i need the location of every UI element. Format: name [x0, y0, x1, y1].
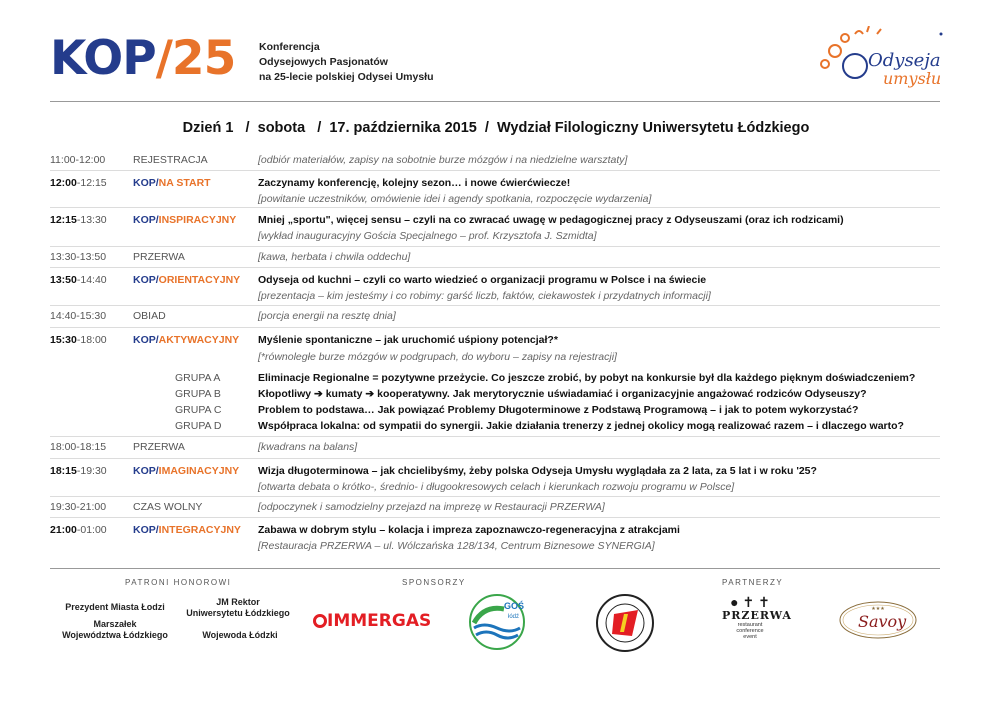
session-note: [wykład inauguracyjny Gościa Specjalnego – prof. Krzysztofa J. Szmidta] [258, 230, 597, 242]
session-label: OBIAD [133, 310, 166, 322]
session-note: [kwadrans na balans] [258, 441, 358, 453]
schedule-row [50, 459, 940, 497]
svg-text:umysłu: umysłu [883, 69, 942, 88]
schedule-row [50, 247, 940, 268]
odyseja-umyslu-logo [815, 26, 950, 96]
session-title: Wizja długoterminowa – jak chcielibyśmy, żeby polska Odyseja Umysłu wyglądała za 2 lata, za 5 lat i w roku '25? [258, 465, 817, 477]
schedule-row [50, 208, 940, 247]
session-note: [powitanie uczestników, omówienie idei i agendy spotkania, rozpoczęcie wydarzenia] [258, 193, 652, 205]
session-note: [prezentacja – kim jesteśmy i co robimy: garść liczb, faktów, ciekawostek i przydatnych informacji] [258, 290, 711, 302]
patron-rector: JM Rektor Uniwersytetu Łódzkiego [186, 597, 290, 618]
time: 18:00-18:15 [50, 441, 107, 453]
conference-name: Konferencja Odysejowych Pasjonatów na 25-lecie polskiej Odysei Umysłu [259, 41, 434, 83]
svg-text:Odyseja: Odyseja [868, 50, 941, 71]
session-label: KOP/ORIENTACYJNY [133, 274, 241, 286]
header-divider [50, 101, 940, 102]
schedule-row [50, 171, 940, 208]
time: 13:50-14:40 [50, 274, 107, 286]
group-label: GRUPA D [175, 420, 222, 432]
svg-text:★★★: ★★★ [871, 606, 885, 612]
session-label: KOP/INTEGRACYJNY [133, 524, 241, 536]
patrons-heading: PATRONI HONOROWI [125, 578, 232, 587]
patron-mayor: Prezydent Miasta Łodzi [65, 602, 165, 612]
immergas-logo: IMMERGAS [313, 611, 431, 631]
savoy-hotel-logo [838, 600, 918, 640]
session-label: PRZERWA [133, 251, 185, 263]
session-label: KOP/NA START [133, 177, 211, 189]
time: 21:00-01:00 [50, 524, 107, 536]
session-title: Myślenie spontaniczne – jak uruchomić uśpiony potencjał?* [258, 334, 558, 346]
patron-voivode: Wojewoda Łódzki [202, 630, 278, 640]
session-note: [kawa, herbata i chwila oddechu] [258, 251, 411, 263]
header [0, 0, 992, 100]
time: 15:30-18:00 [50, 334, 107, 346]
kop25-logo: KOP/25 [50, 31, 236, 86]
group-topic: Problem to podstawa… Jak powiązać Problemy Długoterminowe z Podstawą Programową – i jak to potem wykorzystać? [258, 404, 859, 416]
gos-lodz-logo [468, 593, 526, 651]
schedule-row [50, 328, 940, 437]
group-topic: Eliminacje Regionalne = pozytywne przeżycie. Co jeszcze zrobić, by pobyt na konkursie był dla każdego pięknym doświadczeniem? [258, 372, 916, 384]
session-title: Mniej „sportu", więcej sensu – czyli na co zwracać uwagę w pedagogicznej pracy z Odyseuszami (oraz ich rodzicami) [258, 214, 844, 226]
svg-text:Savoy: Savoy [858, 612, 907, 631]
schedule [50, 150, 940, 554]
time: 13:30-13:50 [50, 251, 107, 263]
time: 11:00-12:00 [50, 154, 106, 166]
session-label: KOP/AKTYWACYJNY [133, 334, 240, 346]
group-label: GRUPA C [175, 404, 222, 416]
session-note: [Restauracja PRZERWA – ul. Wólczańska 128/134, Centrum Biznesowe SYNERGIA] [258, 540, 655, 552]
group-topic: Współpraca lokalna: od sympatii do synergii. Jakie działania trenerzy z jednej okolicy mogą realizować razem – i dlaczego warto? [258, 420, 904, 432]
partners-heading: PARTNERZY [722, 578, 784, 587]
university-seal-logo [594, 592, 656, 654]
group-topic: Kłopotliwy ➔ kumaty ➔ kooperatywny. Jak merytorycznie uświadamiać i organizacyjnie angażować rodziców Odyseuszy? [258, 388, 867, 400]
sponsors-heading: SPONSORZY [402, 578, 466, 587]
group-label: GRUPA B [175, 388, 221, 400]
session-note: [odbiór materiałów, zapisy na sobotnie burze mózgów i na niedzielne warsztaty] [258, 154, 628, 166]
schedule-row [50, 268, 940, 306]
session-title: Zabawa w dobrym stylu – kolacja i impreza zapoznawczo-regeneracyjna z atrakcjami [258, 524, 680, 536]
session-label: CZAS WOLNY [133, 501, 203, 513]
schedule-row [50, 150, 940, 171]
session-note: [porcja energii na resztę dnia] [258, 310, 396, 322]
time: 18:15-19:30 [50, 465, 107, 477]
group-label: GRUPA A [175, 372, 221, 384]
patron-marshal: Marszałek Województwa Łódzkiego [62, 619, 168, 640]
session-title: Odyseja od kuchni – czyli co warto wiedzieć o organizacji programu w Polsce i na świecie [258, 274, 707, 286]
time: 19:30-21:00 [50, 501, 107, 513]
schedule-row [50, 497, 940, 518]
session-label: KOP/IMAGINACYJNY [133, 465, 240, 477]
time: 14:40-15:30 [50, 310, 107, 322]
time: 12:00-12:15 [50, 177, 107, 189]
przerwa-logo: ● ✝ ✝ PRZERWA restaurant conference event [722, 594, 792, 640]
session-label: PRZERWA [133, 441, 185, 453]
time: 12:15-13:30 [50, 214, 107, 226]
session-note: [otwarta debata o krótko-, średnio- i długookresowych celach i kierunkach rozwoju programu w Polsce] [258, 481, 735, 493]
schedule-row [50, 437, 940, 459]
session-note: [odpoczynek i samodzielny przejazd na imprezę w Restauracji PRZERWA] [258, 501, 605, 513]
session-label: REJESTRACJA [133, 154, 208, 166]
svg-text:GOŚ: GOŚ [504, 601, 525, 611]
footer-divider [50, 568, 940, 569]
session-title: Zaczynamy konferencję, kolejny sezon… i nowe ćwierćwiecze! [258, 177, 571, 189]
day-title: Dzień 1 / sobota / 17. października 2015 / Wydział Filologiczny Uniwersytetu Łódzkiego [182, 120, 810, 136]
schedule-row [50, 306, 940, 328]
schedule-row [50, 518, 940, 554]
svg-text:łódź: łódź [508, 614, 520, 620]
session-note: [*równoległe burze mózgów w podgrupach, do wyboru – zapisy na rejestracji] [258, 351, 617, 363]
session-label: KOP/INSPIRACYJNY [133, 214, 237, 226]
